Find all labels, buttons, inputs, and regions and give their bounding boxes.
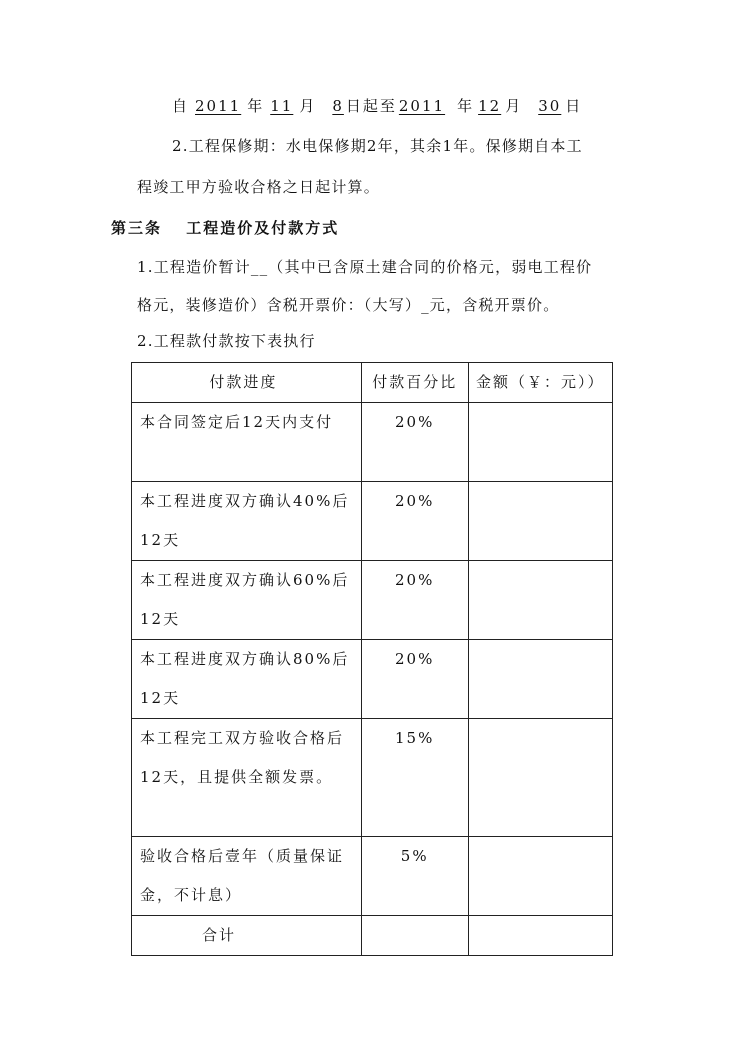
table-total-row — [132, 916, 613, 956]
percent-cell: 20% — [361, 640, 468, 719]
table-row — [132, 561, 613, 640]
warranty-line-2: 程竣工甲方验收合格之日起计算。 — [137, 178, 381, 196]
month-label: 月 — [299, 97, 317, 115]
payment-intro: 2.工程款付款按下表执行 — [137, 332, 316, 350]
warranty-line-1: 2.工程保修期：水电保修期2年，其余1年。保修期自本工 — [172, 137, 583, 155]
amount-cell — [468, 640, 612, 719]
total-percent-cell — [361, 916, 468, 956]
header-stage: 付款进度 — [132, 363, 362, 403]
start-day: 8 — [332, 97, 344, 115]
payment-schedule-table — [131, 362, 613, 956]
cost-line-1: 1.工程造价暂计__（其中已含原土建合同的价格元，弱电工程价 — [137, 258, 593, 276]
date-range-line — [172, 95, 582, 116]
year-label-2: 年 — [457, 97, 475, 115]
month-label-2: 月 — [505, 97, 523, 115]
table-header-row — [132, 363, 613, 403]
amount-cell — [468, 561, 612, 640]
percent-cell: 15% — [361, 719, 468, 837]
day-to-label: 日起至 — [345, 97, 397, 115]
day-label-2: 日 — [565, 97, 583, 115]
stage-cell: 本合同签定后12天内支付 — [132, 403, 362, 482]
percent-cell: 20% — [361, 482, 468, 561]
section-title: 第三条 工程造价及付款方式 — [111, 219, 340, 237]
table-row — [132, 403, 613, 482]
total-label: 合计 — [132, 916, 362, 956]
start-year: 2011 — [195, 97, 242, 115]
header-amount: 金额（￥：元）） — [468, 363, 612, 403]
amount-cell — [468, 719, 612, 837]
stage-cell: 本工程进度双方确认60%后12天 — [132, 561, 362, 640]
end-year: 2011 — [398, 97, 446, 115]
stage-cell: 本工程进度双方确认40%后12天 — [132, 482, 362, 561]
header-percent: 付款百分比 — [361, 363, 468, 403]
stage-cell: 本工程进度双方确认80%后12天 — [132, 640, 362, 719]
total-amount-cell — [468, 916, 612, 956]
table-row — [132, 719, 613, 837]
cost-line-2: 格元，装修造价）含税开票价：（大写）_元，含税开票价。 — [137, 296, 560, 314]
table-row — [132, 482, 613, 561]
end-day: 30 — [538, 97, 562, 115]
date-from-text: 自 — [172, 97, 190, 115]
stage-cell: 本工程完工双方验收合格后12天，且提供全额发票。 — [132, 719, 362, 837]
amount-cell — [468, 837, 612, 916]
table-row — [132, 640, 613, 719]
end-month: 12 — [478, 97, 502, 115]
percent-cell: 20% — [361, 561, 468, 640]
amount-cell — [468, 482, 612, 561]
percent-cell: 5% — [361, 837, 468, 916]
year-label: 年 — [247, 97, 265, 115]
amount-cell — [468, 403, 612, 482]
table-row — [132, 837, 613, 916]
percent-cell: 20% — [361, 403, 468, 482]
stage-cell: 验收合格后壹年（质量保证金，不计息） — [132, 837, 362, 916]
start-month: 11 — [270, 97, 294, 115]
